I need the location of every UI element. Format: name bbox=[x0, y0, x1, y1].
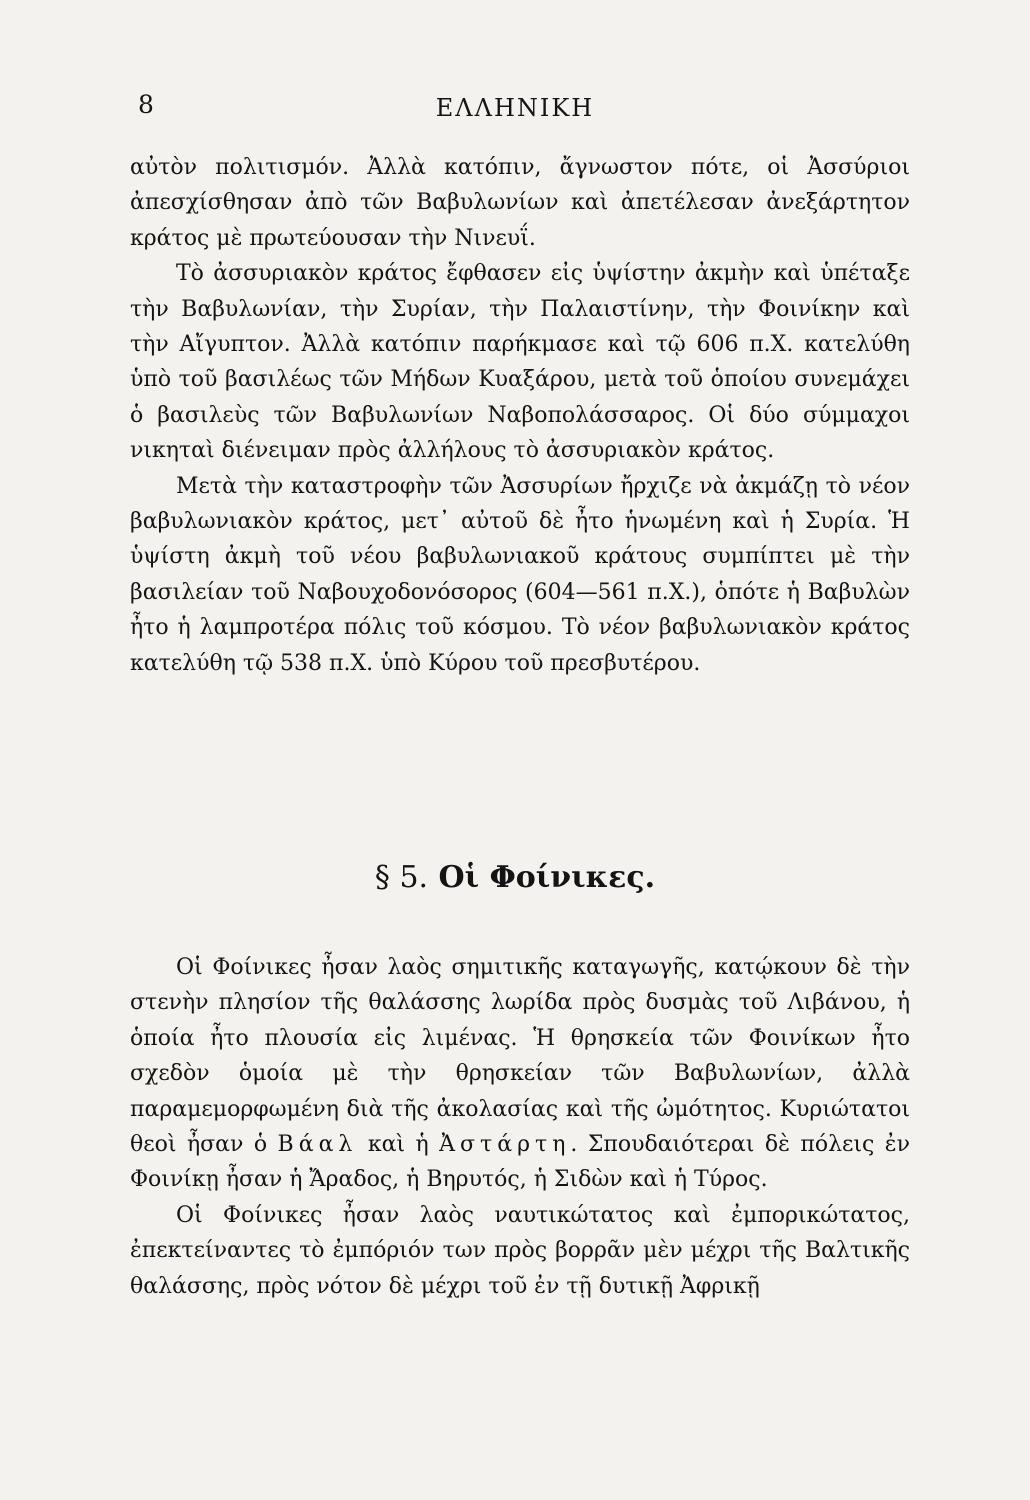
running-head: ΕΛΛΗΝΙΚΗ bbox=[435, 94, 595, 122]
paragraph-text-end: . Σπουδαιότεραι δὲ πόλεις ἐν Φοινίκῃ ἦσαν ἡ Ἄραδος, ἡ Βηρυτός, ἡ Σιδὼν καὶ ἡ Τύρος. bbox=[130, 1132, 910, 1193]
section-heading bbox=[0, 860, 1030, 896]
section-title: Οἱ Φοίνικες. bbox=[438, 860, 656, 895]
section-number: § 5. bbox=[374, 860, 429, 895]
paragraph-text-join: καὶ ἡ bbox=[357, 1132, 440, 1158]
section-text bbox=[130, 950, 910, 1304]
paragraph-phoenicians-religion bbox=[130, 950, 910, 1198]
body-text bbox=[130, 150, 910, 681]
god-baal: Βάαλ bbox=[277, 1132, 358, 1158]
page-number: 8 bbox=[138, 90, 154, 119]
goddess-astarte: Ἀστάρτη bbox=[439, 1132, 571, 1158]
paragraph-phoenicians-trade: Οἱ Φοίνικες ἦσαν λαὸς ναυτικώτατος καὶ ἐμπορικώτατος, ἐπεκτείναντες τὸ ἐμπόριόν των πρὸς βορρᾶν μὲν μέχρι τῆς Βαλτικῆς θαλάσσης, πρὸς νότον δὲ μέχρι τοῦ ἐν τῇ δυτικῇ Ἀφρικῇ bbox=[130, 1202, 910, 1299]
paragraph-continued: αὐτὸν πολιτισμόν. Ἀλλὰ κατόπιν, ἄγνωστον πότε, οἱ Ἀσσύριοι ἀπεσχίσθησαν ἀπὸ τῶν Βαβυλωνίων καὶ ἀπετέλεσαν ἀνεξάρτητον κράτος μὲ πρωτεύουσαν τὴν Νινευΐ. bbox=[130, 155, 910, 251]
paragraph-new-babylonian-empire: Μετὰ τὴν καταστροφὴν τῶν Ἀσσυρίων ἤρχιζε νὰ ἀκμάζῃ τὸ νέον βαβυλωνιακὸν κράτος, μετ᾽ αὐτοῦ δὲ ἦτο ἡνωμένη καὶ ἡ Συρία. Ἡ ὑψίστη ἀκμὴ τοῦ νέου βαβυλωνιακοῦ κράτους συμπίπτει μὲ τὴν βασιλείαν τοῦ Ναβουχοδονόσορος (604—561 π.Χ.), ὁπότε ἡ Βαβυλὼν ἦτο ἡ λαμπροτέρα πόλις τοῦ κόσμου. Τὸ νέον βαβυλωνιακὸν κράτος κατελύθη τῷ 538 π.Χ. ὑπὸ Κύρου τοῦ πρεσβυτέρου. bbox=[130, 473, 910, 676]
paragraph-text-start: Οἱ Φοίνικες ἦσαν λαὸς σημιτικῆς καταγωγῆς, κατῴκουν δὲ τὴν στενὴν πλησίον τῆς θαλάσσης λωρίδα πρὸς δυσμὰς τοῦ Λιβάνου, ἡ ὁποία ἦτο πλουσία εἰς λιμένας. Ἡ θρησκεία τῶν Φοινίκων ἦτο σχεδὸν ὁμοία μὲ τὴν θρησκείαν τῶν Βαβυλωνίων, ἀλλὰ παραμεμορφωμένη διὰ τῆς ἀκολασίας καὶ τῆς ὠμότητος. Κυριώτατοι θεοὶ ἦσαν ὁ bbox=[130, 955, 910, 1158]
paragraph-assyrian-empire: Τὸ ἀσσυριακὸν κράτος ἔφθασεν εἰς ὑψίστην ἀκμὴν καὶ ὑπέταξε τὴν Βαβυλωνίαν, τὴν Συρίαν, τὴν Παλαιστίνην, τὴν Φοινίκην καὶ τὴν Αἴγυπτον. Ἀλλὰ κατόπιν παρήκμασε καὶ τῷ 606 π.Χ. κατελύθη ὑπὸ τοῦ βασιλέως τῶν Μήδων Κυαξάρου, μετὰ τοῦ ὁποίου συνεμάχει ὁ βασιλεὺς τῶν Βαβυλωνίων Ναβοπολάσσαρος. Οἱ δύο σύμμαχοι νικηταὶ διένειμαν πρὸς ἀλλήλους τὸ ἀσσυριακὸν κράτος. bbox=[130, 261, 910, 464]
